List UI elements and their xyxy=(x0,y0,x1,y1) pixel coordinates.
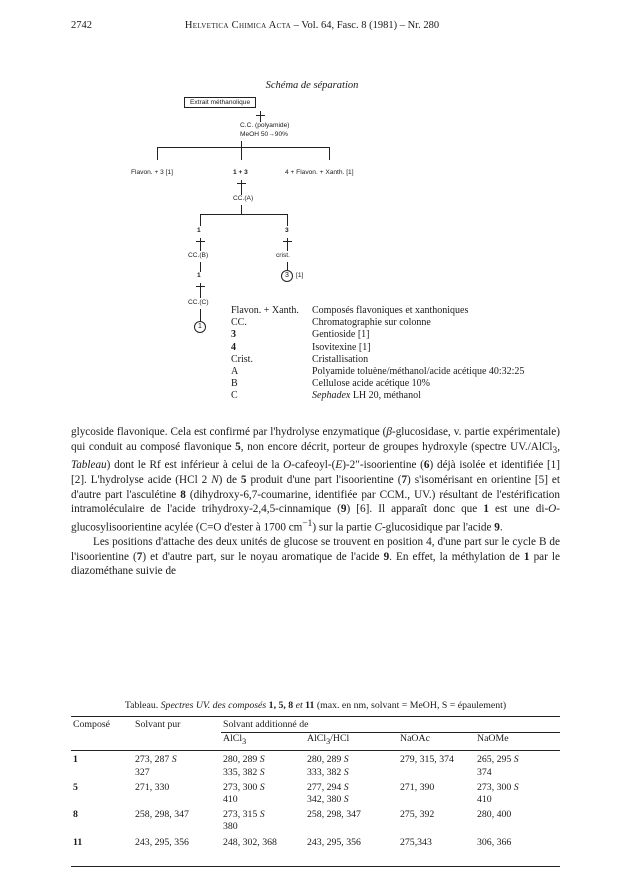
scheme-cc-polyamide: C.C. (polyamide) xyxy=(240,122,290,129)
cell-naome: 265, 295 S 374 xyxy=(477,754,519,778)
scheme-final-3-circle: 3 xyxy=(281,270,293,282)
legend-key: Flavon. + Xanth. xyxy=(231,305,299,316)
table-row xyxy=(71,751,560,779)
cell-pure: 273, 287 S 327 xyxy=(135,754,177,778)
col-header-alcl3-hcl: AlCl$_3$/HCl xyxy=(305,733,398,751)
scheme-final-1-circle: 1 xyxy=(194,321,206,333)
col-header-additives: Solvant additionné de xyxy=(223,719,309,730)
cell-alcl3-hcl: 243, 295, 356 xyxy=(307,836,361,848)
table-row xyxy=(71,779,560,806)
cell-compound: 11 xyxy=(73,836,83,848)
cell-compound: 8 xyxy=(73,809,78,821)
cell-alcl3-hcl: 277, 294 S 342, 380 S xyxy=(307,781,349,805)
legend-key: Crist. xyxy=(231,353,253,365)
body-paragraph-2: Les positions d'attache des deux unités de glucose se trouvent en position 4, d'une part sur le cycle B de l'isoorientine (7) et d'autre part, sur le noyau aromatique de l'acide 9. En effet, la méthylation de 1 par le diazométhane suivie de xyxy=(71,536,560,578)
legend-key: B xyxy=(231,378,238,390)
cell-compound: 1 xyxy=(73,754,78,766)
cell-pure: 258, 298, 347 xyxy=(135,809,189,821)
running-header xyxy=(0,20,624,31)
scheme-ref: [1] xyxy=(296,272,304,279)
cell-naoac: 271, 390 xyxy=(400,781,435,793)
col-header-naome: NaOMe xyxy=(475,733,560,751)
page-number: 2742 xyxy=(71,20,92,31)
scheme-node-1b: 1 xyxy=(197,272,201,279)
col-header-naoac: NaOAc xyxy=(398,733,475,751)
scheme-node-3: 3 xyxy=(285,227,289,234)
body-paragraph-1: glycoside flavonique. Cela est confirmé par l'hydrolyse enzymatique (β-glucosidase, v. partie expérimentale) qui conduit au composé flavonique 5, non encore décrit, porteur de groupes hydroxyle (spectre UV./AlCl$_3$, Tableau) dont le Rf est inférieur à celui de la O-cafeoyl-(E)-2″-isoorientine (6) déjà isolée et identifiée [1] [2]. L'hydrolyse acide (HCl 2 N) de 5 produit d'une part l'isoorientine (7) s'isomérisant en orientine [5] et d'autre part l'asculétine 8 (dihydroxy-6,7-coumarine, identifiée par CCM., UV.) résultant de l'estérification intramoléculaire de l'acide trihydroxy-2,4,5-cinnamique (9) [6]. Il apparaît donc que 1 est une di-O-glucosylisoorientine acylée (C=O d'ester à 1700 $cm^{-1}$) sur la partie C-glucosidique par l'acide 9. Les positions d'attache des deux unités de glucose se trouvent en position 4, d'une part sur le cycle B de l'isoorientine (7) et d'autre part, sur le noyau aromatique de l'acide 9. En effet, la méthylation de 1 par le diazométhane suivie de xyxy=(71,426,560,578)
scheme-title: Schéma de séparation xyxy=(265,80,359,91)
cell-pure: 243, 295, 356 xyxy=(135,836,189,848)
cell-alcl3: 248, 302, 368 xyxy=(223,836,277,848)
cell-naoac: 275,343 xyxy=(400,836,432,848)
cell-alcl3-hcl: 280, 289 S 333, 382 S xyxy=(307,754,349,778)
table-bottom-rule xyxy=(71,866,560,867)
scheme-meoh-gradient: MeOH 50→90% xyxy=(240,131,289,138)
cell-pure: 271, 330 xyxy=(135,781,170,793)
journal-name: Helvetica Chimica Acta xyxy=(184,20,292,31)
scheme-mid-fraction: 1 + 3 xyxy=(233,169,248,176)
journal-issue: – Vol. 64, Fasc. 8 (1981) – Nr. 280 xyxy=(293,20,440,31)
cell-naome: 280, 400 xyxy=(477,809,512,821)
legend-key: A xyxy=(231,366,239,378)
uv-spectra-table xyxy=(71,716,560,849)
scheme-right-fraction: 4 + Flavon. + Xanth. [1] xyxy=(285,169,354,176)
table-caption: Tableau. Spectres UV. des composés 1, 5, 8 et 11 (max. en nm, solvant = MeOH, S = épaulement) xyxy=(124,700,507,711)
cell-alcl3: 280, 289 S 335, 382 S xyxy=(223,754,265,778)
legend-value: Isovitexine [1] xyxy=(312,341,371,353)
scheme-left-fraction: Flavon. + 3 [1] xyxy=(131,169,173,176)
cell-naoac: 279, 315, 374 xyxy=(400,754,454,766)
col-header-alcl3: AlCl$_3$ xyxy=(221,733,305,751)
legend-value: Cellulose acide acétique 10% xyxy=(312,378,431,390)
cell-compound: 5 xyxy=(73,781,78,793)
table-row xyxy=(71,806,560,833)
scheme-legend-keys xyxy=(231,305,299,403)
legend-value: Gentioside [1] xyxy=(312,329,370,341)
scheme-node-1: 1 xyxy=(197,227,201,234)
legend-key: 4 xyxy=(231,341,236,353)
legend-sephadex: Sephadex xyxy=(312,390,351,402)
cell-naome: 273, 300 S 410 xyxy=(477,781,519,805)
legend-value: Cristallisation xyxy=(312,353,369,365)
cell-alcl3-hcl: 258, 298, 347 xyxy=(307,809,361,821)
legend-key: CC. xyxy=(231,317,247,329)
scheme-cc-a: CC.(A) xyxy=(233,195,254,202)
cell-naome: 306, 366 xyxy=(477,836,512,848)
cell-naoac: 275, 392 xyxy=(400,809,435,821)
scheme-legend-values xyxy=(312,305,524,403)
col-header-compound: Composé xyxy=(73,719,111,730)
table-row xyxy=(71,834,560,849)
legend-value: Chromatographie sur colonne xyxy=(312,317,431,329)
legend-value: Sephadex LH 20, méthanol xyxy=(312,390,421,402)
scheme-cc-b: CC.(B) xyxy=(188,252,209,259)
legend-key: C xyxy=(231,390,238,402)
legend-value: Composés flavoniques et xanthoniques xyxy=(312,305,469,316)
legend-value: Polyamide toluène/méthanol/acide acétique 40:32:25 xyxy=(312,366,525,378)
scheme-root-box: Extrait méthanolique xyxy=(184,97,256,108)
col-header-pure-solvent: Solvant pur xyxy=(135,719,181,730)
cell-alcl3: 273, 300 S 410 xyxy=(223,781,265,805)
legend-key: 3 xyxy=(231,329,236,341)
cell-alcl3: 273, 315 S 380 xyxy=(223,809,265,833)
scheme-crist: crist. xyxy=(276,252,290,259)
scheme-cc-c: CC.(C) xyxy=(188,299,209,306)
